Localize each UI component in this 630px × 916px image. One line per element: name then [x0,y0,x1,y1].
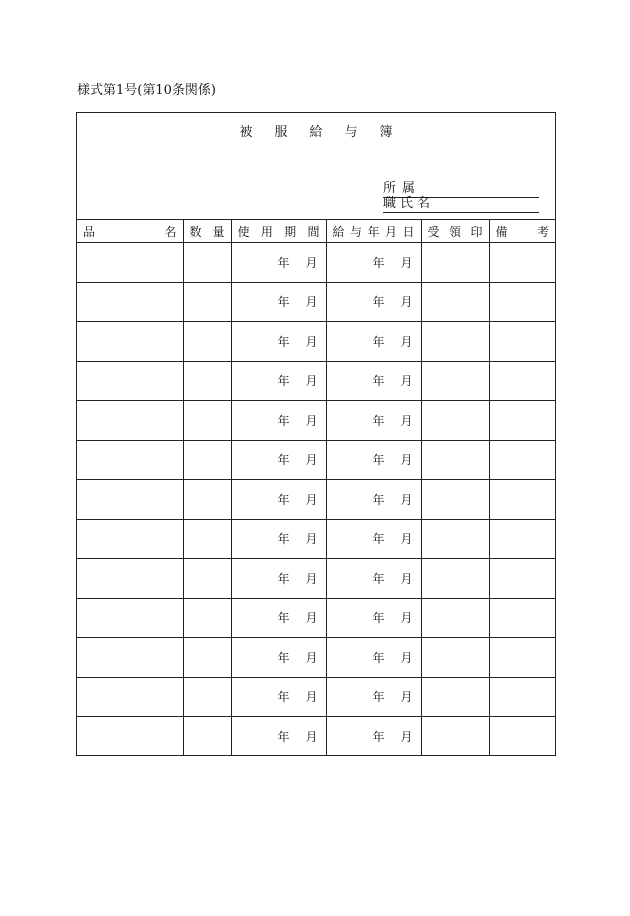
quantity-cell[interactable] [183,401,231,441]
year-month-label [327,649,421,666]
col-header-char: 給 [332,224,345,239]
year-label: 年 [277,571,290,586]
col-header-char: 間 [307,224,320,239]
month-label: 月 [305,374,318,389]
affiliation-label: 所属 [383,181,422,196]
year-label: 年 [277,334,290,349]
year-label: 年 [372,453,385,468]
table-row [77,322,555,362]
table-row [77,282,555,322]
quantity-cell[interactable] [183,480,231,520]
usage-period-cell[interactable] [231,519,326,559]
remarks-cell[interactable] [489,361,555,401]
receipt-seal-cell[interactable] [421,401,489,441]
quantity-cell[interactable] [183,519,231,559]
year-label: 年 [372,413,385,428]
year-label: 年 [277,295,290,310]
col-header-label [232,223,326,240]
issue-date-cell[interactable] [326,677,421,717]
form-title: 被服給与簿 [239,125,415,140]
col-header-char: 用 [260,224,273,239]
col-header-receipt-seal [421,220,489,243]
remarks-cell[interactable] [489,440,555,480]
receipt-seal-cell[interactable] [421,282,489,322]
item-name-cell[interactable] [77,559,183,599]
year-label: 年 [277,492,290,507]
table-row [77,677,555,717]
item-name-cell[interactable] [77,519,183,559]
usage-period-cell[interactable] [231,440,326,480]
usage-period-cell[interactable] [231,638,326,678]
receipt-seal-cell[interactable] [421,559,489,599]
year-month-label [232,570,326,587]
table-row [77,598,555,638]
month-label: 月 [400,492,413,507]
year-label: 年 [372,492,385,507]
month-label: 月 [305,295,318,310]
col-header-label [77,223,183,240]
item-name-cell[interactable] [77,717,183,756]
month-label: 月 [400,255,413,270]
year-month-label [232,530,326,547]
item-name-cell[interactable] [77,440,183,480]
month-label: 月 [305,492,318,507]
item-name-cell[interactable] [77,638,183,678]
year-label: 年 [372,729,385,744]
col-header-quantity [183,220,231,243]
issue-date-cell[interactable] [326,282,421,322]
month-label: 月 [305,413,318,428]
year-month-label [232,333,326,350]
quantity-cell[interactable] [183,361,231,401]
year-month-label [327,570,421,587]
issue-date-cell[interactable] [326,519,421,559]
year-month-label [327,412,421,429]
month-label: 月 [400,729,413,744]
receipt-seal-cell[interactable] [421,519,489,559]
issue-date-cell[interactable] [326,243,421,283]
quantity-cell[interactable] [183,243,231,283]
col-header-label [422,223,489,240]
year-month-label [327,688,421,705]
quantity-cell[interactable] [183,322,231,362]
month-label: 月 [400,453,413,468]
issue-date-cell[interactable] [326,361,421,401]
remarks-cell[interactable] [489,717,555,756]
year-label: 年 [277,453,290,468]
remarks-cell[interactable] [489,598,555,638]
col-header-char: 日 [402,224,415,239]
form-header [77,113,555,219]
col-header-char: 量 [212,224,225,239]
year-label: 年 [372,650,385,665]
month-label: 月 [400,532,413,547]
usage-period-cell[interactable] [231,322,326,362]
col-header-char: 領 [448,224,461,239]
year-label: 年 [372,532,385,547]
remarks-cell[interactable] [489,638,555,678]
item-name-cell[interactable] [77,677,183,717]
receipt-seal-cell[interactable] [421,638,489,678]
year-month-label [232,293,326,310]
remarks-cell[interactable] [489,243,555,283]
col-header-remarks [489,220,555,243]
year-month-label [232,728,326,745]
quantity-cell[interactable] [183,717,231,756]
receipt-seal-cell[interactable] [421,480,489,520]
year-label: 年 [277,413,290,428]
quantity-cell[interactable] [183,559,231,599]
year-month-label [232,451,326,468]
year-label: 年 [372,611,385,626]
name-field[interactable] [383,196,539,213]
table-row [77,559,555,599]
receipt-seal-cell[interactable] [421,361,489,401]
remarks-cell[interactable] [489,401,555,441]
year-month-label [232,412,326,429]
item-name-cell[interactable] [77,480,183,520]
quantity-cell[interactable] [183,440,231,480]
usage-period-cell[interactable] [231,598,326,638]
col-header-char: 考 [536,224,549,239]
quantity-cell[interactable] [183,282,231,322]
col-header-item [77,220,183,243]
col-header-char: 印 [470,224,483,239]
col-header-issue-date [326,220,421,243]
item-name-cell[interactable] [77,361,183,401]
usage-period-cell[interactable] [231,282,326,322]
year-label: 年 [277,611,290,626]
year-month-label [327,293,421,310]
year-month-label [327,530,421,547]
header-row [77,220,555,243]
year-month-label [327,451,421,468]
year-month-label [327,254,421,271]
col-header-char: 品 [83,224,96,239]
year-month-label [327,333,421,350]
usage-period-cell[interactable] [231,677,326,717]
item-name-cell[interactable] [77,322,183,362]
ledger-form [76,112,556,756]
month-label: 月 [305,571,318,586]
receipt-seal-cell[interactable] [421,677,489,717]
month-label: 月 [400,334,413,349]
remarks-cell[interactable] [489,322,555,362]
issue-date-cell[interactable] [326,480,421,520]
receipt-seal-cell[interactable] [421,322,489,362]
col-header-char: 使 [237,224,250,239]
year-label: 年 [372,295,385,310]
year-month-label [232,688,326,705]
remarks-cell[interactable] [489,559,555,599]
item-name-cell[interactable] [77,401,183,441]
year-month-label [232,254,326,271]
month-label: 月 [305,611,318,626]
remarks-cell[interactable] [489,282,555,322]
receipt-seal-cell[interactable] [421,717,489,756]
year-label: 年 [277,650,290,665]
col-header-char: 数 [189,224,202,239]
year-month-label [232,491,326,508]
usage-period-cell[interactable] [231,361,326,401]
issue-date-cell[interactable] [326,638,421,678]
year-month-label [232,649,326,666]
usage-period-cell[interactable] [231,401,326,441]
year-month-label [327,609,421,626]
month-label: 月 [305,690,318,705]
usage-period-cell[interactable] [231,717,326,756]
table-row [77,243,555,283]
issue-date-cell[interactable] [326,401,421,441]
month-label: 月 [400,650,413,665]
table-row [77,440,555,480]
col-header-char: 受 [427,224,440,239]
ledger-table [77,219,555,756]
month-label: 月 [400,374,413,389]
quantity-cell[interactable] [183,677,231,717]
month-label: 月 [305,532,318,547]
usage-period-cell[interactable] [231,480,326,520]
issue-date-cell[interactable] [326,559,421,599]
year-label: 年 [277,255,290,270]
quantity-cell[interactable] [183,598,231,638]
item-name-cell[interactable] [77,243,183,283]
table-row [77,361,555,401]
year-label: 年 [372,571,385,586]
month-label: 月 [305,650,318,665]
col-header-label [490,223,556,240]
quantity-cell[interactable] [183,638,231,678]
col-header-usage-period [231,220,326,243]
table-row [77,519,555,559]
table-row [77,638,555,678]
year-label: 年 [372,334,385,349]
month-label: 月 [305,334,318,349]
year-label: 年 [372,255,385,270]
receipt-seal-cell[interactable] [421,598,489,638]
month-label: 月 [305,453,318,468]
form-number-label: 様式第1号(第10条関係) [77,83,216,98]
remarks-cell[interactable] [489,677,555,717]
issue-date-cell[interactable] [326,440,421,480]
receipt-seal-cell[interactable] [421,440,489,480]
month-label: 月 [305,255,318,270]
col-header-char: 与 [349,224,362,239]
table-row [77,401,555,441]
year-label: 年 [372,374,385,389]
year-label: 年 [277,729,290,744]
table-row [77,717,555,756]
remarks-cell[interactable] [489,480,555,520]
issue-date-cell[interactable] [326,598,421,638]
month-label: 月 [400,571,413,586]
table-row [77,480,555,520]
year-label: 年 [277,374,290,389]
remarks-cell[interactable] [489,519,555,559]
col-header-label [184,223,231,240]
month-label: 月 [400,413,413,428]
year-month-label [327,491,421,508]
year-month-label [232,372,326,389]
year-month-label [327,372,421,389]
col-header-char: 備 [495,224,508,239]
receipt-seal-cell[interactable] [421,243,489,283]
month-label: 月 [305,729,318,744]
year-label: 年 [277,690,290,705]
col-header-char: 年 [367,224,380,239]
month-label: 月 [400,690,413,705]
col-header-label [327,223,421,240]
year-label: 年 [277,532,290,547]
year-month-label [232,609,326,626]
item-name-cell[interactable] [77,598,183,638]
issue-date-cell[interactable] [326,322,421,362]
issue-date-cell[interactable] [326,717,421,756]
month-label: 月 [400,295,413,310]
col-header-char: 期 [284,224,297,239]
year-month-label [327,728,421,745]
name-label: 職氏名 [383,196,435,211]
usage-period-cell[interactable] [231,243,326,283]
col-header-char: 名 [164,224,177,239]
month-label: 月 [400,611,413,626]
item-name-cell[interactable] [77,282,183,322]
usage-period-cell[interactable] [231,559,326,599]
year-label: 年 [372,690,385,705]
col-header-char: 月 [384,224,397,239]
